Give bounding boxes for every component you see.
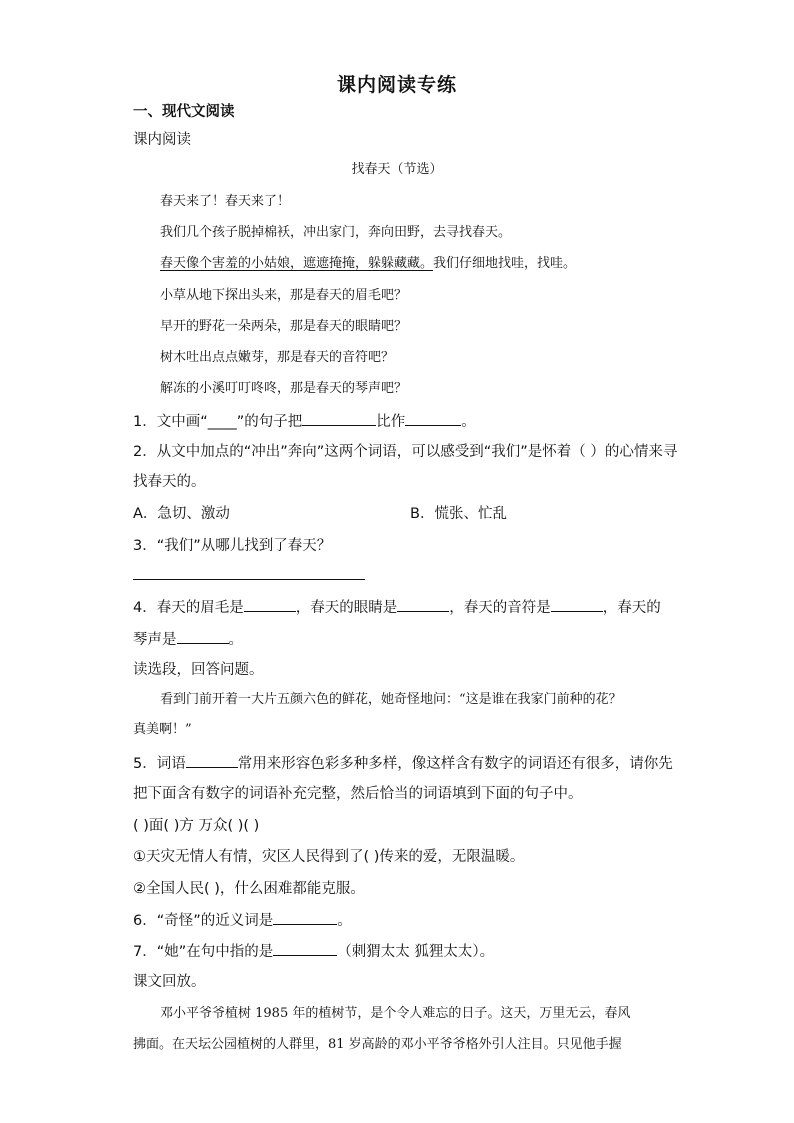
subheading-in-class-reading: 课内阅读 (133, 132, 191, 148)
question-2-line2: 找春天的。 (133, 474, 206, 490)
answer-blank[interactable] (302, 411, 376, 426)
answer-blank[interactable] (273, 941, 337, 956)
question-4-line1: 4．春天的眉毛是 ，春天的眼睛是 ，春天的音符是 ，春天的 (133, 597, 661, 618)
option-b[interactable]: B．慌张、忙乱 (410, 506, 507, 522)
option-a[interactable]: A．急切、激动 (133, 506, 230, 522)
answer-blank[interactable] (244, 597, 296, 612)
passage-line: 早开的野花一朵两朵，那是春天的眼睛吧？ (160, 319, 408, 334)
answer-blank[interactable] (186, 753, 238, 768)
question-5-line2: 把下面含有数字的词语补充完整，然后恰当的词语填到下面的句子中。 (133, 786, 583, 802)
question-7: 7．“她”在句中指的是 （刺猬太太 狐狸太太）。 (133, 941, 494, 962)
answer-line[interactable] (133, 579, 365, 580)
excerpt-line: 看到门前开着一大片五颜六色的鲜花，她奇怪地问：“这是谁在我家门前种的花？ (160, 692, 622, 707)
passage-line: 春天来了！春天来了！ (160, 194, 291, 209)
passage-line: 树木吐出点点嫩芽，那是春天的音符吧？ (160, 350, 395, 365)
question-1: 1．文中画“____”的句子把 比作 。 (133, 411, 476, 432)
passage-line-tail: 我们仔细地找哇，找哇。 (433, 256, 577, 271)
review-passage-line: 拂面。在天坛公园植树的人群里，81 岁高龄的邓小平爷爷格外引人注目。只见他手握 (133, 1037, 622, 1052)
passage-line: 我们几个孩子脱掉棉袄，冲出家门，奔向田野，去寻找春天。 (160, 225, 512, 240)
question-6: 6．“奇怪”的近义词是 。 (133, 910, 352, 931)
question-5-sentence-2: ②全国人民( )，什么困难都能克服。 (133, 881, 365, 897)
question-5-sentence-1: ①天灾无情人有情，灾区人民得到了( )传来的爱，无限温暖。 (133, 849, 525, 865)
underlined-sentence: 春天像个害羞的小姑娘，遮遮掩掩，躲躲藏藏。 (160, 256, 434, 271)
answer-blank[interactable] (551, 597, 603, 612)
review-passage-line: 邓小平爷爷植树 1985 年的植树节，是个令人难忘的日子。这天，万里无云，春风 (160, 1006, 631, 1021)
subheading-read-excerpt: 读选段，回答问题。 (133, 662, 264, 678)
question-4-line2: 琴声是 。 (133, 629, 243, 650)
question-2-line1: 2．从文中加点的“冲出”奔向”这两个词语，可以感受到“我们”是怀着（ ）的心情来寻 (133, 444, 678, 460)
answer-blank[interactable] (405, 411, 461, 426)
passage-title: 找春天（节选） (351, 162, 443, 177)
excerpt-line: 真美啊！” (133, 722, 192, 737)
section-heading-reading: 一、现代文阅读 (133, 104, 235, 120)
question-3: 3．“我们”从哪儿找到了春天？ (133, 538, 332, 554)
answer-blank[interactable] (273, 910, 337, 925)
passage-line-underlined (160, 254, 576, 274)
question-5-line1: 5．词语 常用来形容色彩多种多样，像这样含有数字的词语还有很多，请你先 (133, 753, 673, 774)
passage-line: 解冻的小溪叮叮咚咚，那是春天的琴声吧？ (160, 381, 408, 396)
question-5-blanks[interactable]: ( )面( )方 万众( )( ) (133, 818, 260, 834)
page-title: 课内阅读专练 (336, 74, 457, 96)
subheading-text-review: 课文回放。 (133, 974, 206, 990)
answer-blank[interactable] (177, 629, 229, 644)
answer-blank[interactable] (397, 597, 449, 612)
passage-line: 小草从地下探出头来，那是春天的眉毛吧？ (160, 288, 408, 303)
